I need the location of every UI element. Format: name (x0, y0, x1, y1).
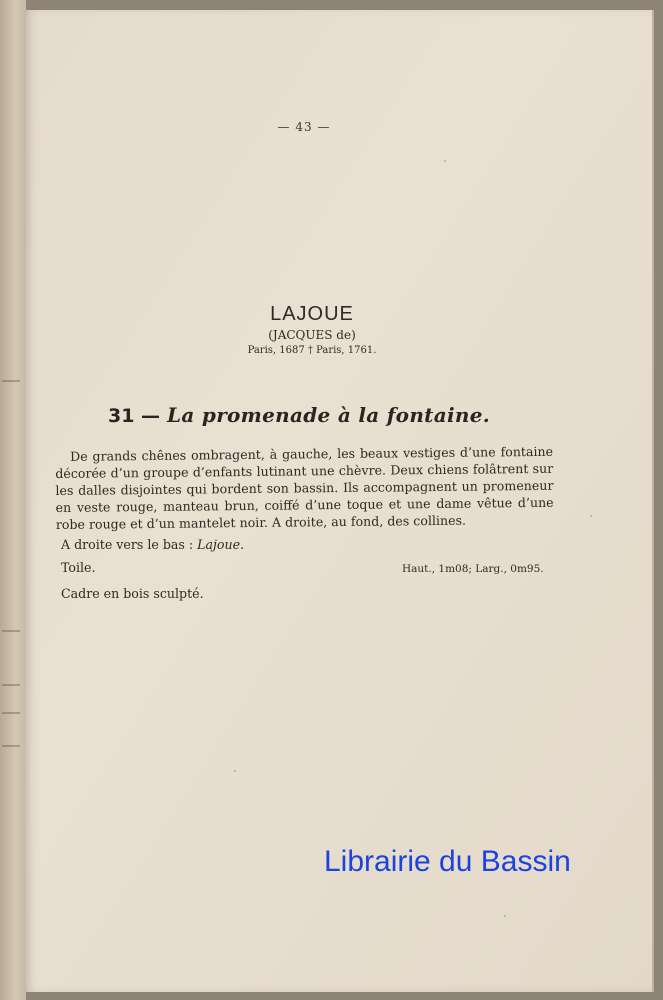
paper-speck (234, 770, 236, 772)
facing-page-edge (0, 0, 26, 1000)
artist-first-name: (JACQUES de) (268, 328, 356, 342)
artwork-frame: Cadre en bois sculpté. (61, 586, 204, 601)
artist-heading (24, 302, 600, 358)
artist-dates: Paris, 1687 † Paris, 1761. (247, 345, 377, 356)
artwork-description: De grands chênes ombragent, à gauche, les beaux vestiges d’une fontaine décorée d’un groupe d’enfants lutinant une chèvre. Deux chiens folâtrent sur les dalles disjointes qui bordent son bassin. Ils accompagnent un promeneur en veste rouge, manteau brun, coiffé d’une toque et une dame vêtue d’une robe rouge et d’un mantelet noir. A droite, au fond, des collines. (55, 443, 554, 532)
paper-speck (504, 915, 506, 917)
catalogue-page (24, 10, 654, 992)
facing-page-ghost-mark (2, 745, 20, 747)
entry-title: La promenade à la fontaine. (167, 403, 490, 427)
signature-name: Lajoue. (197, 537, 245, 552)
facing-page-ghost-mark (2, 380, 20, 382)
facing-page-ghost-mark (2, 712, 20, 714)
facing-page-ghost-mark (2, 684, 20, 686)
paper-speck (590, 515, 592, 517)
signature-label: A droite vers le bas : (61, 537, 194, 552)
watermark-text: Librairie du Bassin (324, 845, 571, 878)
artist-name: LAJOUE (270, 303, 354, 325)
page-number: — 43 — (277, 120, 331, 134)
artwork-dimensions: Haut., 1m08; Larg., 0m95. (402, 563, 544, 575)
facing-page-ghost-mark (2, 630, 20, 632)
artwork-title (108, 403, 568, 427)
signature-line (61, 536, 461, 553)
artwork-medium: Toile. (61, 560, 96, 575)
paper-speck (444, 160, 446, 162)
entry-number: 31 — (108, 405, 161, 427)
